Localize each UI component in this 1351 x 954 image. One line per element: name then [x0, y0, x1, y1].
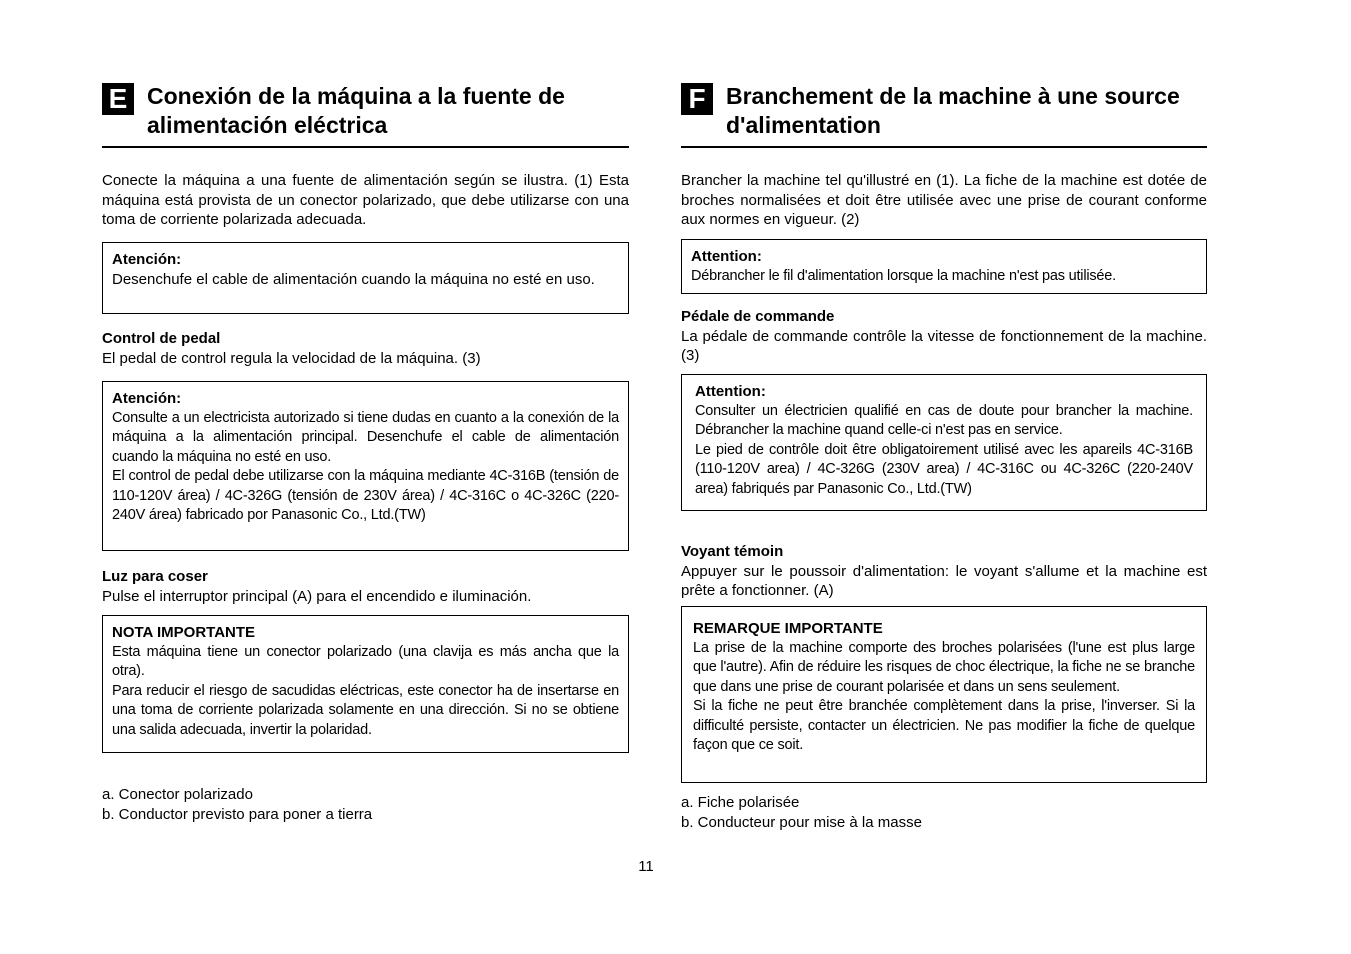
pedal-heading: Pédale de commande — [681, 308, 835, 325]
attention-text: El control de pedal debe utilizarse con la máquina mediante 4C-316B (tensión de 110-120V área) / 4C-326G (tensión de 230V área) / 4C-316C o 4C-326C (220-240V área) fabricado por Panasonic Co., Ltd.(TW) — [112, 468, 619, 523]
french-legend — [681, 793, 922, 832]
note-text: Para reducir el riesgo de sacudidas eléctricas, este conector ha de insertarse en una toma de corriente polarizada solamente en una dirección. Si no se obtiene una salida adecuada, invertir la polaridad. — [112, 682, 619, 738]
language-badge-f: F — [681, 83, 713, 115]
page-number: 11 — [638, 858, 654, 875]
french-important-note-box — [681, 606, 1207, 783]
attention-text: Débrancher le fil d'alimentation lorsque la machine n'est pas utilisée. — [691, 267, 1116, 284]
legend-item-a: a. Fiche polarisée — [681, 794, 800, 811]
spanish-legend — [102, 785, 372, 824]
legend-item-a: a. Conector polarizado — [102, 786, 253, 803]
attention-text: Consulte a un electricista autorizado si tiene dudas en cuanto a la conexión de la máquina a la alimentación principal. Desenchufe el cable de alimentación cuando la máquina no esté en uso. — [112, 409, 619, 465]
french-light-section — [681, 542, 1207, 601]
attention-text: Consulter un électricien qualifié en cas de doute pour brancher la machine. Débrancher la machine quand celle-ci n'est pas en service. — [695, 402, 1193, 438]
light-text: Pulse el interruptor principal (A) para el encendido e iluminación. — [102, 587, 532, 605]
legend-item-b: b. Conductor previsto para poner a tierra — [102, 805, 373, 823]
spanish-important-note-box — [102, 615, 629, 753]
legend-item-b: b. Conducteur pour mise à la masse — [681, 813, 922, 831]
spanish-light-section — [102, 567, 629, 606]
french-attention-box-1 — [681, 239, 1207, 294]
header-divider — [681, 146, 1207, 148]
attention-text: Desenchufe el cable de alimentación cuando la máquina no esté en uso. — [112, 270, 595, 288]
french-intro — [681, 171, 1207, 230]
pedal-text: La pédale de commande contrôle la vitesse de fonctionnement de la machine. (3) — [681, 327, 1207, 364]
note-text: La prise de la machine comporte des broches polarisées (l'une est plus large que l'autre). Afin de réduire les risques de choc électrique, la fiche ne se branche que dans une prise de courant polarisée et dans un sens seulement. — [693, 639, 1195, 695]
attention-title: Attention: — [695, 383, 766, 400]
spanish-intro-text: Conecte la máquina a una fuente de alimentación según se ilustra. (1) Esta máquina está provista de un conector polarizado, que debe utilizarse con una toma de corriente polarizada adecuada. — [102, 172, 629, 228]
spanish-section-title: Conexión de la máquina a la fuente de alimentación eléctrica — [147, 83, 565, 138]
header-divider — [102, 146, 629, 148]
language-badge-e: E — [102, 83, 134, 115]
note-text: Esta máquina tiene un conector polarizado (una clavija es más ancha que la otra). — [112, 643, 619, 679]
spanish-pedal-section — [102, 329, 629, 368]
note-title: NOTA IMPORTANTE — [112, 624, 256, 641]
note-text: Si la fiche ne peut être branchée complètement dans la prise, l'inverser. Si la difficulté persiste, contacter un électricien. Ne pas modifier la fiche de quelque façon que ce soit. — [693, 698, 1195, 753]
spanish-intro — [102, 171, 629, 230]
light-heading: Voyant témoin — [681, 543, 784, 560]
note-title: REMARQUE IMPORTANTE — [693, 620, 883, 637]
attention-title: Attention: — [691, 248, 762, 265]
light-text: Appuyer sur le poussoir d'alimentation: le voyant s'allume et la machine est prête a fonctionner. (A) — [681, 562, 1207, 599]
pedal-heading: Control de pedal — [102, 330, 221, 347]
french-pedal-section — [681, 307, 1207, 366]
spanish-attention-box-1 — [102, 242, 629, 314]
french-attention-box-2 — [681, 374, 1207, 511]
spanish-attention-box-2 — [102, 381, 629, 551]
french-intro-text: Brancher la machine tel qu'illustré en (1). La fiche de la machine est dotée de broches normalisées et doit être utilisée avec une prise de courant conforme aux normes en vigueur. (2) — [681, 172, 1207, 228]
attention-title: Atención: — [112, 390, 182, 407]
attention-text: Le pied de contrôle doit être obligatoirement utilisé avec les apareils 4C-316B (110-120V area) / 4C-326G (230V area) / 4C-316C ou 4C-326C (220-240V area) fabriqués par Panasonic Co., Ltd.(TW) — [695, 441, 1193, 497]
attention-title: Atención: — [112, 251, 182, 268]
french-section-title: Branchement de la machine à une source d'alimentation — [726, 83, 1180, 138]
pedal-text: El pedal de control regula la velocidad de la máquina. (3) — [102, 349, 481, 367]
light-heading: Luz para coser — [102, 568, 208, 585]
